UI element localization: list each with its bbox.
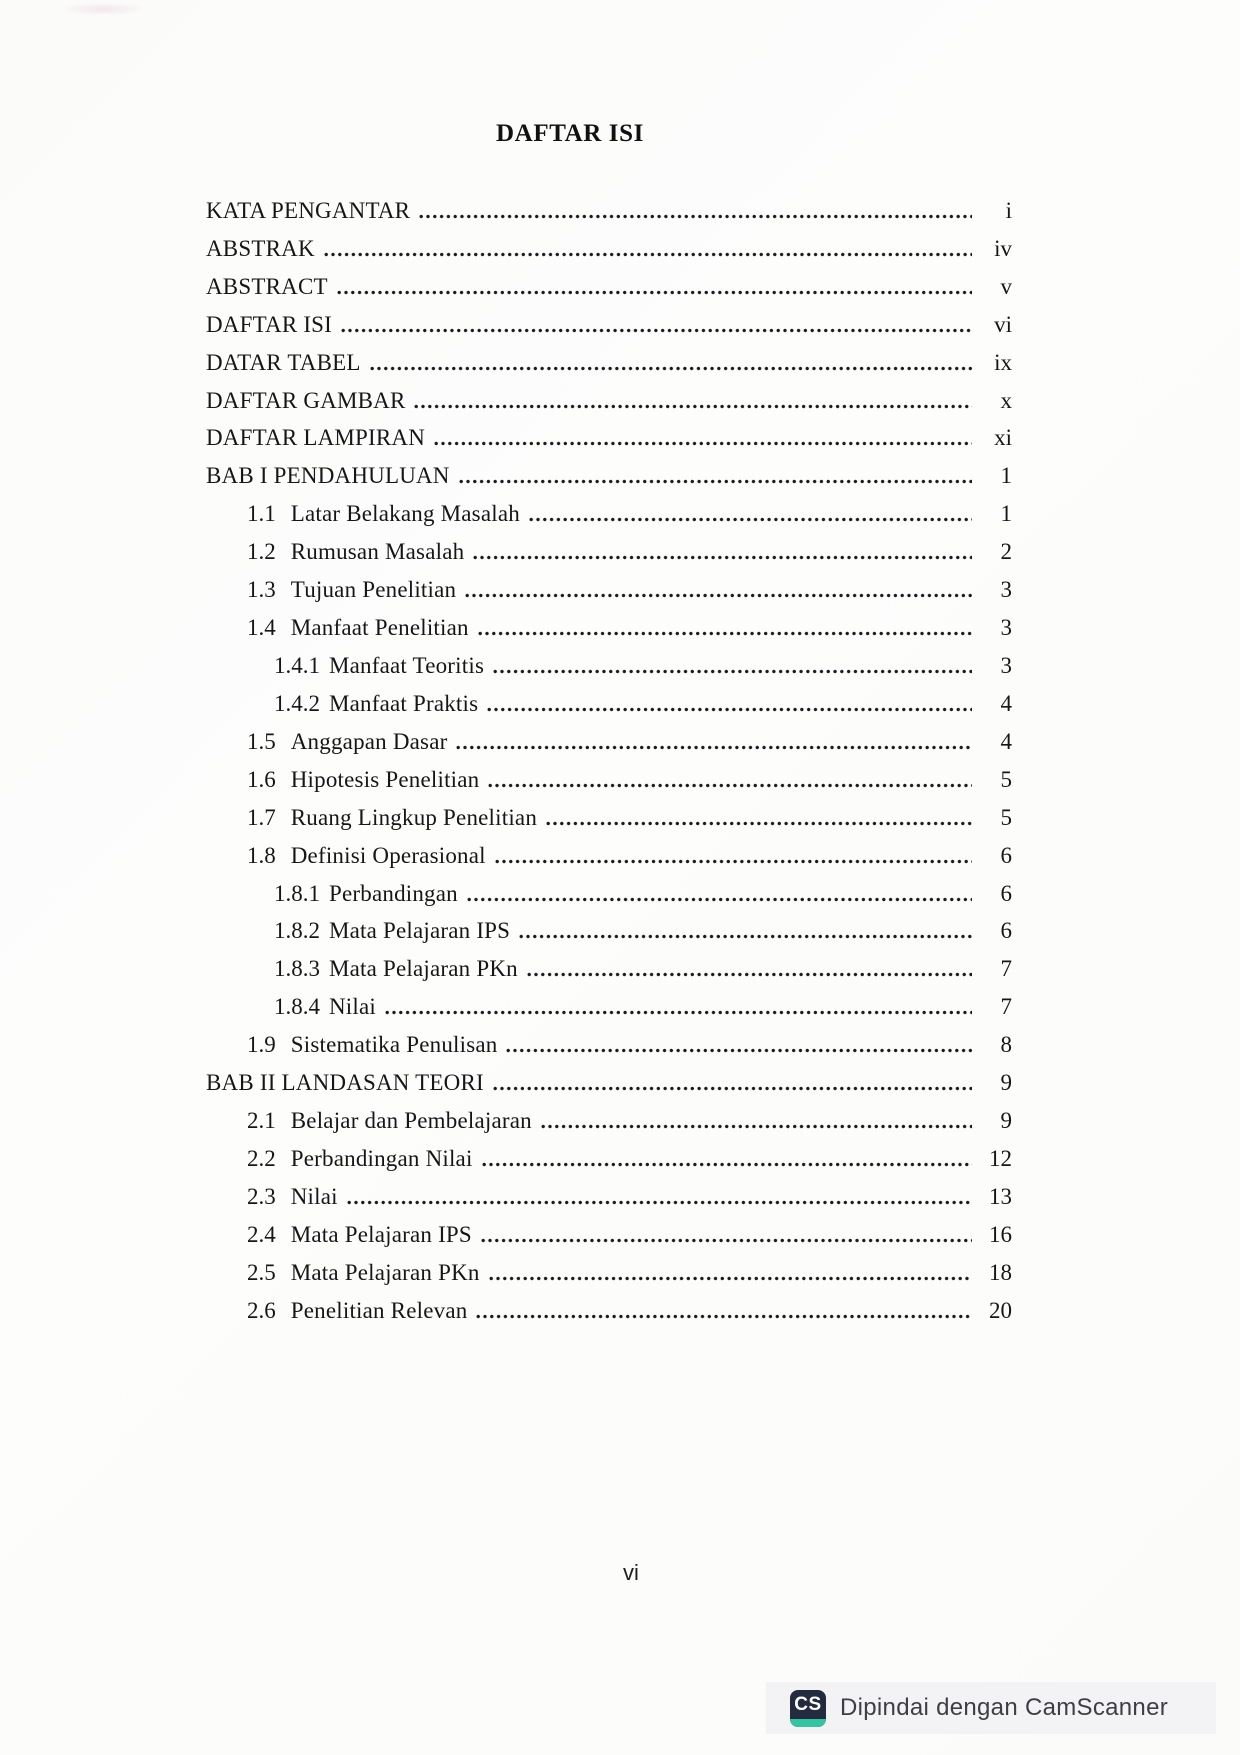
page-number-footer: vi xyxy=(623,1560,639,1585)
page-number: iv xyxy=(994,235,1012,261)
entry-label: Perbandingan Nilai xyxy=(290,1145,473,1171)
camscanner-icon xyxy=(790,1690,826,1727)
toc-entry xyxy=(206,224,1012,262)
toc-entry xyxy=(206,376,1012,414)
page-number: x xyxy=(1000,387,1012,413)
page-number: 9 xyxy=(1000,1108,1012,1134)
toc-entry xyxy=(206,565,1012,603)
section-number: 2.6 xyxy=(247,1297,276,1323)
entry-label: DAFTAR LAMPIRAN xyxy=(206,425,426,451)
entry-label: Manfaat Praktis xyxy=(329,690,479,716)
section-number: 2.1 xyxy=(247,1108,276,1134)
entry-label: Mata Pelajaran IPS xyxy=(290,1221,472,1247)
dot-leader xyxy=(482,1161,972,1168)
section-number: 1.8.2 xyxy=(274,918,320,944)
toc-list xyxy=(206,186,1012,1324)
page-number: 3 xyxy=(1000,652,1012,678)
entry-label: ABSTRACT xyxy=(206,273,328,299)
page-number: 20 xyxy=(989,1297,1012,1323)
section-number: 1.4.1 xyxy=(274,652,320,678)
section-number: 2.4 xyxy=(247,1221,276,1247)
dot-leader xyxy=(467,896,972,903)
toc-entry xyxy=(206,186,1012,224)
section-number: 2.5 xyxy=(247,1259,276,1285)
toc-entry xyxy=(206,1172,1012,1210)
section-number: 1.7 xyxy=(247,804,276,830)
camscanner-badge xyxy=(766,1682,1216,1734)
page-number: i xyxy=(1005,197,1012,223)
page-number: 7 xyxy=(1000,956,1012,982)
entry-label: Manfaat Teoritis xyxy=(329,652,485,678)
page-number: 6 xyxy=(1000,880,1012,906)
section-number: 1.6 xyxy=(247,766,276,792)
entry-label: KATA PENGANTAR xyxy=(206,197,411,223)
section-number: 1.1 xyxy=(247,501,276,527)
toc-entry xyxy=(206,1058,1012,1096)
entry-label: Sistematika Penulisan xyxy=(290,1032,498,1058)
dot-leader xyxy=(481,1237,972,1244)
dot-leader xyxy=(456,744,972,751)
entry-label: BAB I PENDAHULUAN xyxy=(206,463,450,489)
page-number: 16 xyxy=(989,1221,1012,1247)
toc-entry xyxy=(206,1020,1012,1058)
toc-entry xyxy=(206,1210,1012,1248)
dot-leader xyxy=(506,1047,972,1054)
toc-entry xyxy=(206,907,1012,945)
dot-leader xyxy=(385,1009,972,1016)
page-number: 18 xyxy=(989,1259,1012,1285)
toc-entry xyxy=(206,451,1012,489)
entry-label: DAFTAR ISI xyxy=(206,311,333,337)
toc-entry xyxy=(206,982,1012,1020)
toc-entry xyxy=(206,414,1012,452)
entry-label: Penelitian Relevan xyxy=(290,1297,468,1323)
dot-leader xyxy=(488,782,972,789)
dot-leader xyxy=(546,820,972,827)
dot-leader xyxy=(529,516,972,523)
toc-entry xyxy=(206,1096,1012,1134)
dot-leader xyxy=(478,630,972,637)
dot-leader xyxy=(347,1199,972,1206)
dot-leader xyxy=(473,554,972,561)
entry-label: Mata Pelajaran PKn xyxy=(290,1259,480,1285)
section-number: 1.8.3 xyxy=(274,956,320,982)
dot-leader xyxy=(434,440,972,447)
camscanner-text: Dipindai dengan CamScanner xyxy=(840,1694,1169,1721)
page-number: 3 xyxy=(1000,577,1012,603)
dot-leader xyxy=(414,403,972,410)
dot-leader xyxy=(519,933,972,940)
section-number: 1.9 xyxy=(247,1032,276,1058)
dot-leader xyxy=(487,706,972,713)
dot-leader xyxy=(341,327,972,334)
entry-label: Rumusan Masalah xyxy=(290,539,465,565)
dot-leader xyxy=(459,478,972,485)
section-number: 1.3 xyxy=(247,577,276,603)
toc-entry xyxy=(206,338,1012,376)
dot-leader xyxy=(337,289,972,296)
toc-entry xyxy=(206,679,1012,717)
entry-label: Nilai xyxy=(329,994,376,1020)
toc-entry xyxy=(206,944,1012,982)
page-number: 13 xyxy=(989,1183,1012,1209)
toc-entry xyxy=(206,1248,1012,1286)
page-number: 5 xyxy=(1000,804,1012,830)
entry-label: ABSTRAK xyxy=(206,235,315,261)
entry-label: Ruang Lingkup Penelitian xyxy=(290,804,538,830)
dot-leader xyxy=(370,365,972,372)
page-number: 8 xyxy=(1000,1032,1012,1058)
entry-label: BAB II LANDASAN TEORI xyxy=(206,1070,484,1096)
toc-entry xyxy=(206,755,1012,793)
page-number: 4 xyxy=(1000,728,1012,754)
page-number: vi xyxy=(994,311,1012,337)
section-number: 1.4.2 xyxy=(274,690,320,716)
dot-leader xyxy=(476,1313,972,1320)
toc-entry xyxy=(206,603,1012,641)
section-number: 2.2 xyxy=(247,1145,276,1171)
entry-label: Mata Pelajaran PKn xyxy=(329,956,518,982)
page-number: 9 xyxy=(1000,1070,1012,1096)
toc-entry xyxy=(206,527,1012,565)
page-number: 7 xyxy=(1000,994,1012,1020)
entry-label: Tujuan Penelitian xyxy=(290,577,457,603)
dot-leader xyxy=(419,213,972,220)
page-number: 6 xyxy=(1000,918,1012,944)
entry-label: Manfaat Penelitian xyxy=(290,615,469,641)
scan-artifact xyxy=(58,2,148,16)
page-number: 4 xyxy=(1000,690,1012,716)
toc-entry xyxy=(206,717,1012,755)
page-number: 1 xyxy=(1000,463,1012,489)
section-number: 1.2 xyxy=(247,539,276,565)
section-number: 1.5 xyxy=(247,728,276,754)
toc-entry xyxy=(206,489,1012,527)
toc-entry xyxy=(206,300,1012,338)
dot-leader xyxy=(493,668,972,675)
section-number: 1.8 xyxy=(247,842,276,868)
entry-label: Belajar dan Pembelajaran xyxy=(290,1108,532,1134)
entry-label: Perbandingan xyxy=(329,880,458,906)
toc-entry xyxy=(206,641,1012,679)
dot-leader xyxy=(465,592,972,599)
camscanner-icon-label: CS xyxy=(794,1694,822,1715)
section-number: 2.3 xyxy=(247,1183,276,1209)
toc-entry xyxy=(206,262,1012,300)
entry-label: Mata Pelajaran IPS xyxy=(329,918,511,944)
page-number: xi xyxy=(994,425,1012,451)
page-number: 3 xyxy=(1000,615,1012,641)
dot-leader xyxy=(324,251,972,258)
dot-leader xyxy=(493,1085,972,1092)
section-number: 1.4 xyxy=(247,615,276,641)
entry-label: Hipotesis Penelitian xyxy=(290,766,480,792)
entry-label: DAFTAR GAMBAR xyxy=(206,387,406,413)
dot-leader xyxy=(541,1123,972,1130)
page-number: 5 xyxy=(1000,766,1012,792)
page-number: v xyxy=(1000,273,1012,299)
dot-leader xyxy=(495,858,972,865)
entry-label: Latar Belakang Masalah xyxy=(290,501,520,527)
entry-label: Nilai xyxy=(290,1183,338,1209)
section-number: 1.8.4 xyxy=(274,994,320,1020)
toc-entry xyxy=(206,1286,1012,1324)
page-number: 12 xyxy=(989,1145,1012,1171)
camscanner-icon-bar xyxy=(790,1719,826,1727)
page-number: 2 xyxy=(1000,539,1012,565)
page-number: 6 xyxy=(1000,842,1012,868)
toc-entry xyxy=(206,1134,1012,1172)
entry-label: Anggapan Dasar xyxy=(290,728,448,754)
entry-label: DATAR TABEL xyxy=(206,349,361,375)
page-number: ix xyxy=(994,349,1012,375)
page-number: 1 xyxy=(1000,501,1012,527)
toc-entry xyxy=(206,793,1012,831)
section-number: 1.8.1 xyxy=(274,880,320,906)
dot-leader xyxy=(527,971,972,978)
entry-label: Definisi Operasional xyxy=(290,842,486,868)
page-title: DAFTAR ISI xyxy=(496,120,644,147)
dot-leader xyxy=(489,1275,972,1282)
toc-entry xyxy=(206,831,1012,869)
toc-entry xyxy=(206,869,1012,907)
